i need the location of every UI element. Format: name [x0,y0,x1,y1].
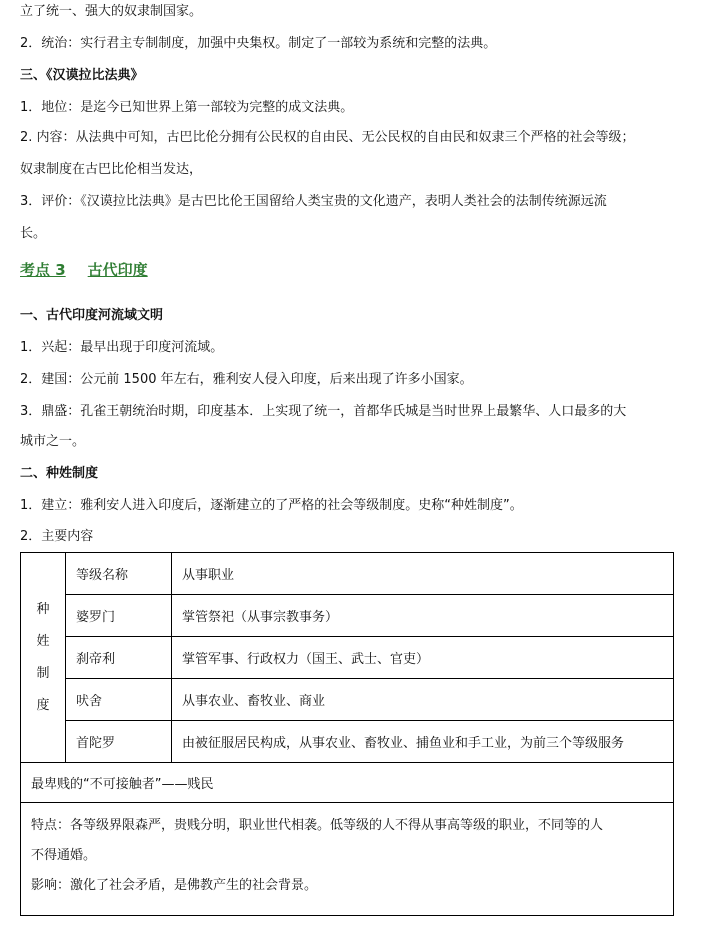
section-heading-hammurabi: 三、《汉谟拉比法典》 [20,68,144,83]
india-rise: 1．兴起：最早出现于印度河流域。 [20,340,224,355]
table-row [21,637,674,679]
intro-line-1: 2．统治：实行君主专制制度，加强中央集权。制定了一部较为系统和完整的法典。 [20,36,497,51]
caste-name: 婆罗门 [66,595,172,637]
table-row [21,595,674,637]
intro-line-0: 立了统一、强大的奴隶制国家。 [20,4,203,19]
impact-line: 影响：激化了社会矛盾，是佛教产生的社会背景。 [31,878,318,893]
side-char: 种 [36,601,50,617]
exam-point-heading [20,260,148,280]
table-header-row [21,553,674,595]
caste-establishment: 1．建立：雅利安人进入印度后，逐渐建立的了严格的社会等级制度。史称“种姓制度”。 [20,498,523,513]
caste-name: 刹帝利 [66,637,172,679]
caste-name: 吠舍 [66,679,172,721]
caste-occupation: 从事农业、畜牧业、商业 [172,679,674,721]
features-row [21,803,674,916]
table-row [21,679,674,721]
features-line-b: 不得通婚。 [31,848,97,863]
features-line-a: 特点：各等级界限森严，贵贱分明，职业世代相袭。低等级的人不得从事高等级的职业，不同等的人 [31,818,604,833]
caste-occupation: 掌管祭祀（从事宗教事务） [172,595,674,637]
section-heading-indus: 一、古代印度河流域文明 [20,308,164,323]
side-char: 度 [36,697,50,713]
exam-point-label: 考点 3 [20,261,66,279]
hammurabi-status: 1．地位：是迄今已知世界上第一部较为完整的成文法典。 [20,100,354,115]
hammurabi-content-a: 2. 内容：从法典中可知，古巴比伦分拥有公民权的自由民、无公民权的自由民和奴隶三个严格的社会等级； [20,130,635,145]
caste-table [20,552,674,916]
exam-point-title: 古代印度 [87,261,148,279]
india-peak-a: 3．鼎盛：孔雀王朝统治时期，印度基本．上实现了统一，首都华氏城是当时世界上最繁华、人口最多的大 [20,404,627,419]
header-grade-name: 等级名称 [66,553,172,595]
caste-occupation: 由被征服居民构成，从事农业、畜牧业、捕鱼业和手工业，为前三个等级服务 [172,721,674,763]
caste-occupation: 掌管军事、行政权力（国王、武士、官吏） [172,637,674,679]
side-char: 姓 [36,633,50,649]
features-cell [21,803,674,916]
hammurabi-evaluation-a: 3．评价：《汉谟拉比法典》是古巴比伦王国留给人类宝贵的文化遗产，表明人类社会的法制传统源远流 [20,194,607,209]
india-founding: 2．建国：公元前 1500 年左右，雅利安人侵入印度，后来出现了许多小国家。 [20,372,473,387]
table-row [21,721,674,763]
india-peak-b: 城市之一。 [20,434,86,449]
caste-main-content: 2．主要内容 [20,529,94,544]
untouchable-row [21,763,674,803]
caste-name: 首陀罗 [66,721,172,763]
section-heading-caste: 二、种姓制度 [20,466,99,481]
untouchable-text: 最卑贱的“不可接触者”——贱民 [21,763,674,803]
header-occupation: 从事职业 [172,553,674,595]
side-char: 制 [36,665,50,681]
hammurabi-content-b: 奴隶制度在古巴比伦相当发达， [20,162,203,177]
hammurabi-evaluation-b: 长。 [20,226,47,241]
caste-system-side-label [21,553,66,763]
